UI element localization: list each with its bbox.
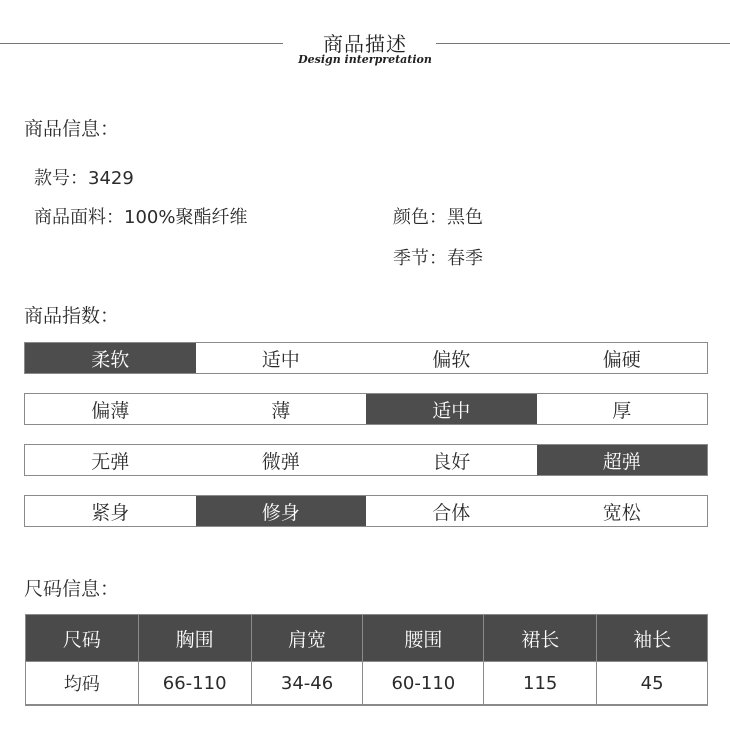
size-table-header [26, 615, 708, 662]
index-option: 适中 [366, 394, 537, 424]
size-header-cell: 尺码 [26, 615, 139, 662]
elasticity-index-row [24, 444, 708, 476]
fit-index-row [24, 495, 708, 527]
index-option: 修身 [196, 496, 367, 526]
size-header-cell: 胸围 [138, 615, 251, 662]
size-cell: 66-110 [138, 662, 251, 706]
table-row [26, 662, 708, 706]
index-option: 良好 [432, 450, 471, 473]
index-option: 柔软 [25, 343, 196, 373]
header-title: 商品描述 [323, 32, 407, 56]
size-header-cell: 腰围 [363, 615, 484, 662]
index-option: 偏薄 [91, 399, 130, 422]
index-option: 合体 [432, 501, 471, 524]
index-option: 超弹 [537, 445, 708, 475]
product-index-label: 商品指数： [24, 305, 120, 327]
size-header-cell: 裙长 [484, 615, 597, 662]
index-option: 偏硬 [602, 348, 641, 371]
index-option: 适中 [261, 348, 300, 371]
color-info: 颜色：黑色 [393, 207, 483, 228]
index-option: 紧身 [91, 501, 130, 524]
size-cell: 45 [597, 662, 708, 706]
size-cell: 115 [484, 662, 597, 706]
size-cell: 60-110 [363, 662, 484, 706]
index-option: 薄 [271, 399, 291, 422]
size-cell: 均码 [26, 662, 139, 706]
index-option: 微弹 [261, 450, 300, 473]
section-header [0, 0, 730, 80]
index-option: 厚 [612, 399, 632, 422]
index-option: 宽松 [602, 501, 641, 524]
material-info: 商品面料：100%聚酯纤维 [34, 207, 248, 228]
size-header-cell: 袖长 [597, 615, 708, 662]
season-info: 季节：春季 [393, 248, 483, 269]
style-number: 款号：3429 [34, 168, 134, 189]
size-header-cell: 肩宽 [251, 615, 363, 662]
size-info-label: 尺码信息： [24, 578, 120, 600]
softness-index-row [24, 342, 708, 374]
size-table [25, 614, 708, 706]
index-option: 无弹 [91, 450, 130, 473]
header-subtitle: Design interpretation [298, 53, 432, 66]
index-option: 偏软 [432, 348, 471, 371]
product-info-label: 商品信息： [24, 118, 120, 140]
header-divider-right [436, 43, 730, 44]
size-cell: 34-46 [251, 662, 363, 706]
thickness-index-row [24, 393, 708, 425]
